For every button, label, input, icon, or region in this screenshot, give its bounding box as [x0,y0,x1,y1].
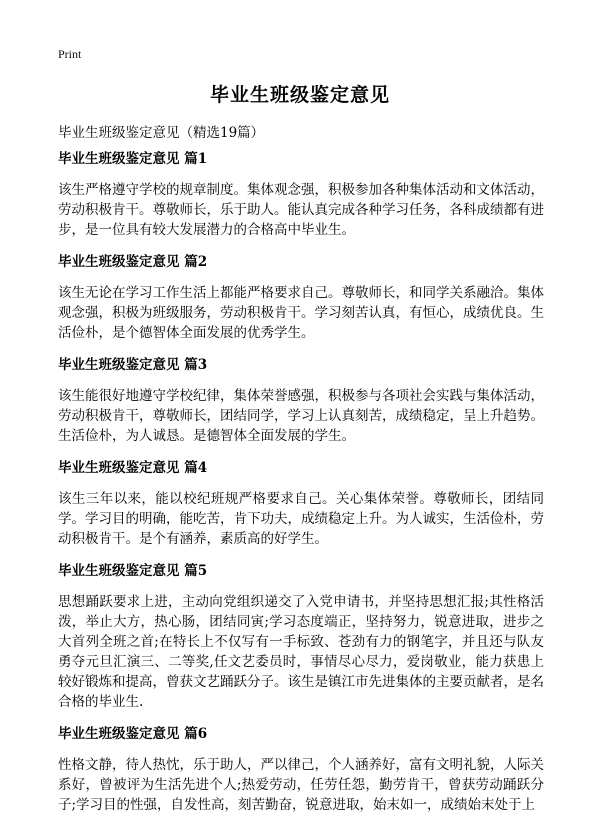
section-body: 该生无论在学习工作生活上都能严格要求自己。尊敬师长，和同学关系融洽。集体观念强，积极为班级服务，劳动积极肯干。学习刻苦认真，有恒心，成绩优良。生活俭朴，是个德智体全面发展的优秀学生。 [58,285,544,341]
section-body: 该生严格遵守学校的规章制度。集体观念强，积极参加各种集体活动和文体活动，劳动积极肯干。尊敬师长，乐于助人。能认真完成各种学习任务，各科成绩都有进步，是一位具有较大发展潜力的合格高中毕业生。 [58,182,544,238]
section-4 [58,459,544,549]
section-title: 毕业生班级鉴定意见 篇4 [58,460,208,476]
section-title: 毕业生班级鉴定意见 篇6 [58,726,208,742]
section-body: 该生能很好地遵守学校纪律，集体荣誉感强，积极参与各项社会实践与集体活动，劳动积极肯干，尊敬师长，团结同学，学习上认真刻苦，成绩稳定，呈上升趋势。生活俭朴，为人诚恳。是德智体全面发展的学生。 [58,388,544,444]
section-body: 该生三年以来，能以校纪班规严格要求自己。关心集体荣誉。尊敬师长，团结同学。学习目的明确，能吃苦，肯下功夫，成绩稳定上升。为人诚实，生活俭朴，劳动积极肯干。是个有涵养，素质高的好学生。 [58,491,544,547]
section-6 [58,725,544,815]
page-subtitle: 毕业生班级鉴定意见（精选19篇） [58,125,265,141]
document-content [58,150,544,828]
section-body: 思想踊跃要求上进，主动向党组织递交了入党申请书，并坚持思想汇报;其性格活泼，举止大方，热心肠，团结同寅;学习态度端正，坚持努力，锐意进取，进步之大首列全班之首;在特长上不仅写有一手标致、苍劲有力的钢笔字，并且还与队友勇夺元旦汇演三、二等奖,任文艺委员时，事情尽心尽力，爱岗敬业，能力获患上较好锻炼和提高，曾获文艺踊跃分子。该生是镇江市先进集体的主要贡献者，是名合格的毕业生. [58,594,544,710]
page-title: 毕业生班级鉴定意见 [209,84,390,106]
print-link[interactable]: Print [58,47,82,61]
section-title: 毕业生班级鉴定意见 篇5 [58,563,208,579]
section-5 [58,562,544,712]
section-body: 性格文静，待人热忱，乐于助人，严以律己，个人涵养好，富有文明礼貌，人际关系好，曾被评为生活先进个人;热爱劳动，任劳任怨，勤劳肯干，曾获劳动踊跃分子;学习目的性强，自发性高，刻苦勤奋，锐意进取，始末如一，成绩始末处于上 [58,757,544,813]
section-title: 毕业生班级鉴定意见 篇2 [58,254,208,270]
section-3 [58,356,544,446]
section-1 [58,150,544,240]
section-title: 毕业生班级鉴定意见 篇3 [58,357,208,373]
section-title: 毕业生班级鉴定意见 篇1 [58,151,208,167]
section-2 [58,253,544,343]
